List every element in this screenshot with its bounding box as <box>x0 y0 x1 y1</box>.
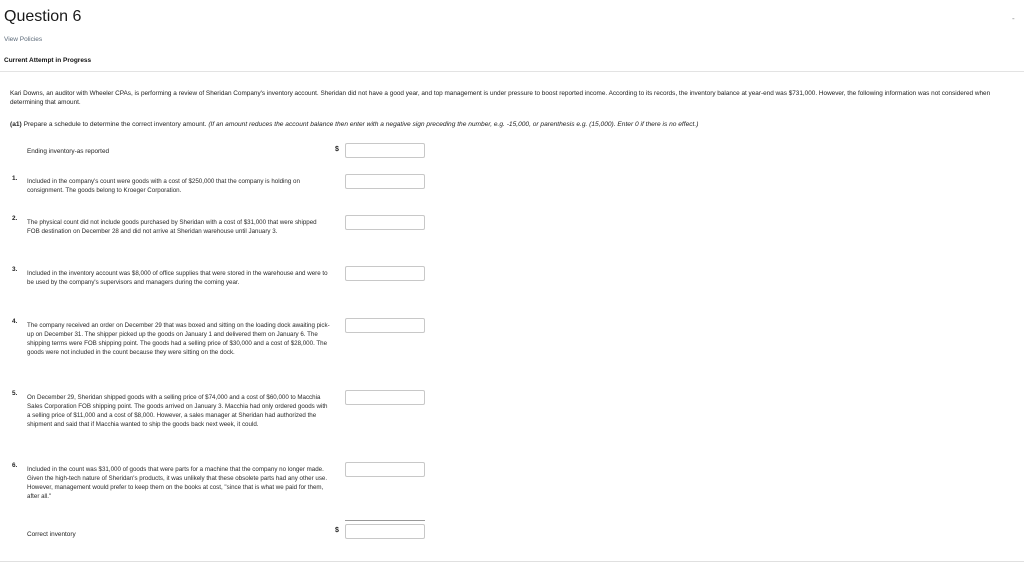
item-description: The company received an order on December 29 that was boxed and sitting on the loading dock awaiting pick-up on December 31. The shipper picked up the goods on January 1 and delivered them on January 6. The shipping terms were FOB shipping point. The goods had a selling price of $30,000 and a cost of $28,000. The goods were not included in the count because they were sitting on the dock. <box>27 322 330 356</box>
item-5-adjustment-input[interactable] <box>345 390 425 405</box>
view-policies-link[interactable]: View Policies <box>4 36 43 43</box>
item-2-adjustment-input[interactable] <box>345 215 425 230</box>
item-4-adjustment-input[interactable] <box>345 318 425 333</box>
correct-inventory-input[interactable] <box>345 524 425 539</box>
item-6-adjustment-input[interactable] <box>345 462 425 477</box>
collapse-button[interactable]: - <box>1012 14 1015 23</box>
item-1-adjustment-input[interactable] <box>345 174 425 189</box>
ending-inventory-label: Ending inventory-as reported <box>27 148 110 155</box>
item-description: Included in the count was $31,000 of goods that were parts for a machine that the company no longer made. Given the high-tech nature of Sheridan's products, it was unlikely that these obsolete parts had any other use. However, management would prefer to keep them on the books at cost, "since that is what we paid for them, after all." <box>27 466 328 500</box>
question-title: Question 6 <box>4 8 82 25</box>
item-description: On December 29, Sheridan shipped goods with a selling price of $74,000 and a cost of $60,000 to Macchia Sales Corporation FOB shipping point. The goods arrived on January 3. Macchia had only ordered goods with a selling price of $11,000 and a cost of $8,000. However, a sales manager at Sheridan had authorized the shipment and said that if Macchia wanted to ship the goods back next week, it could. <box>27 394 328 428</box>
correct-inventory-label: Correct inventory <box>27 531 76 538</box>
item-number: 2. <box>12 215 18 222</box>
item-3-adjustment-input[interactable] <box>345 266 425 281</box>
item-number: 3. <box>12 266 18 273</box>
part-instructions <box>10 121 1020 128</box>
item-description: Included in the inventory account was $8,000 of office supplies that were stored in the warehouse and were to be used by the company's supervisors and managers during the coming year. <box>27 270 328 286</box>
ending-inventory-input[interactable] <box>345 143 425 158</box>
header-divider <box>0 71 1024 72</box>
part-prompt: Prepare a schedule to determine the correct inventory amount. <box>23 121 207 128</box>
part-label: (a1) <box>10 121 22 128</box>
item-number: 4. <box>12 318 18 325</box>
item-description: Included in the company's count were goods with a cost of $250,000 that the company is holding on consignment. The goods belong to Kroeger Corporation. <box>27 178 300 194</box>
item-number: 1. <box>12 175 18 182</box>
total-divider <box>345 520 425 521</box>
part-hint: (If an amount reduces the account balance then enter with a negative sign preceding the number, e.g. -15,000, or parenthesis e.g. (15,000). Enter 0 if there is no effect.) <box>208 121 699 128</box>
bottom-divider <box>0 561 1024 562</box>
problem-intro: Kari Downs, an auditor with Wheeler CPAs, is performing a review of Sheridan Company's inventory account. Sheridan did not have a good year, and top management is under pressure to boost reported income. According to its records, the inventory balance at year-end was $731,000. However, the following information was not considered when determining that amount. <box>10 90 991 106</box>
currency-symbol: $ <box>335 146 339 153</box>
item-description: The physical count did not include goods purchased by Sheridan with a cost of $31,000 that were shipped FOB destination on December 28 and did not arrive at Sheridan warehouse until January 3. <box>27 219 317 235</box>
item-number: 6. <box>12 462 18 469</box>
attempt-status: Current Attempt in Progress <box>4 57 92 64</box>
item-number: 5. <box>12 390 18 397</box>
question-header <box>0 0 1024 72</box>
currency-symbol: $ <box>335 527 339 534</box>
